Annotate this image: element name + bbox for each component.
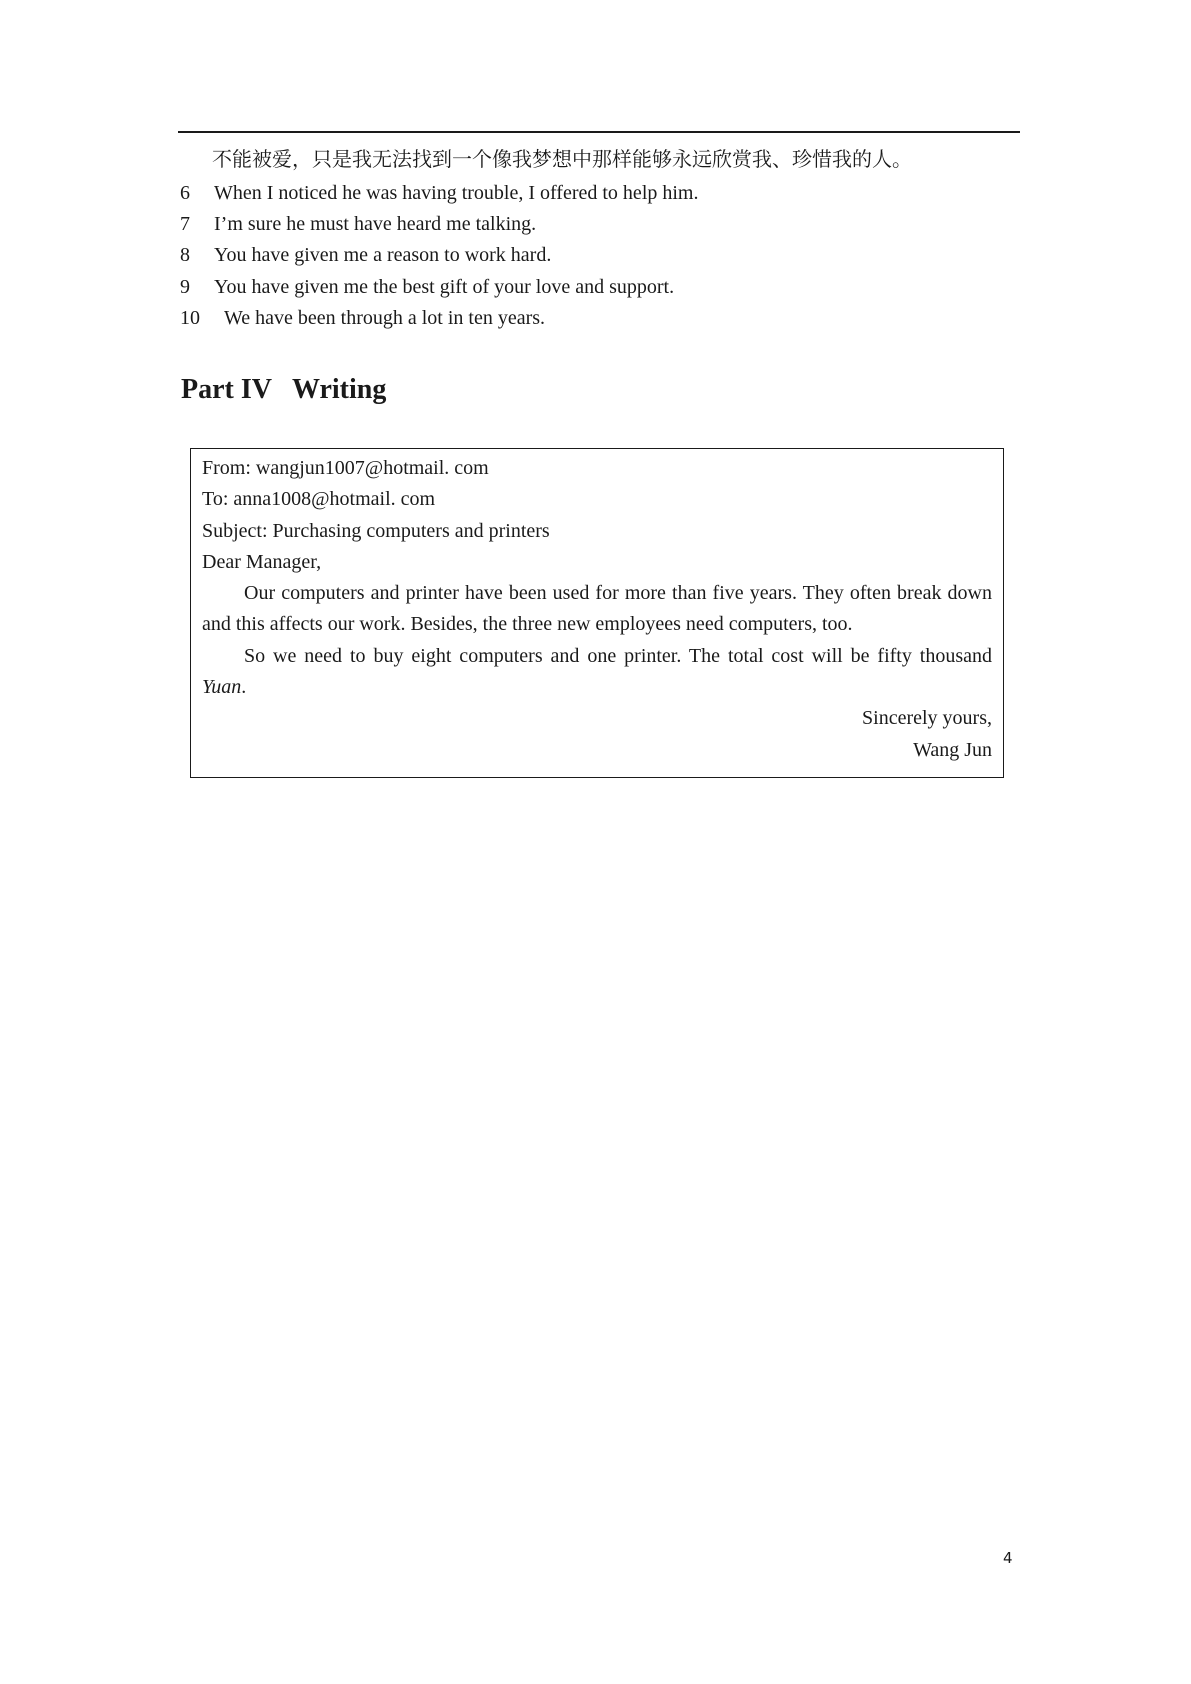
letter-paragraph — [202, 641, 992, 704]
answer-number: 8 — [180, 244, 190, 267]
answer-number: 9 — [180, 275, 190, 298]
email-letter-box — [190, 448, 1004, 778]
header-rule — [178, 131, 1020, 133]
email-subject: Subject: Purchasing computers and printers — [202, 519, 550, 542]
page-number: 4 — [1003, 1549, 1013, 1567]
answer-item — [180, 272, 698, 303]
answer-number: 10 — [180, 306, 200, 329]
answer-text: When I noticed he was having trouble, I offered to help him. — [214, 182, 699, 204]
answer-item — [180, 240, 698, 271]
answer-item — [180, 303, 698, 334]
letter-signature: Wang Jun — [913, 738, 992, 761]
answer-item — [180, 178, 698, 209]
answer-text: You have given me the best gift of your love and support. — [214, 275, 675, 298]
answer-text: You have given me a reason to work hard. — [214, 244, 552, 267]
italic-word: Yuan — [202, 676, 242, 699]
email-from: From: wangjun1007@hotmail. com — [202, 457, 489, 479]
email-to: To: anna1008@hotmail. com — [202, 488, 436, 511]
answer-number: 6 — [180, 182, 190, 204]
section-title: Part IV Writing — [181, 374, 387, 405]
answer-number: 7 — [180, 213, 190, 236]
answer-list — [180, 178, 698, 334]
letter-closing: Sincerely yours, — [862, 707, 992, 730]
paragraph-text: So we need to buy eight computers and one printer. The total cost will be fifty thousand — [244, 644, 992, 667]
answer-text: We have been through a lot in ten years. — [224, 306, 546, 329]
paragraph-end: . — [241, 676, 247, 699]
answer-item — [180, 209, 698, 240]
answer-text: I’m sure he must have heard me talking. — [214, 213, 537, 236]
continuation-text: 不能被爱，只是我无法找到一个像我梦想中那样能够永远欣赏我、珍惜我的人。 — [212, 149, 912, 171]
letter-greeting: Dear Manager, — [202, 550, 322, 573]
letter-paragraph: Our computers and printer have been used for more than five years. They often break down and this affects our work. Besides, the three new employees need computers, too. — [202, 582, 992, 636]
